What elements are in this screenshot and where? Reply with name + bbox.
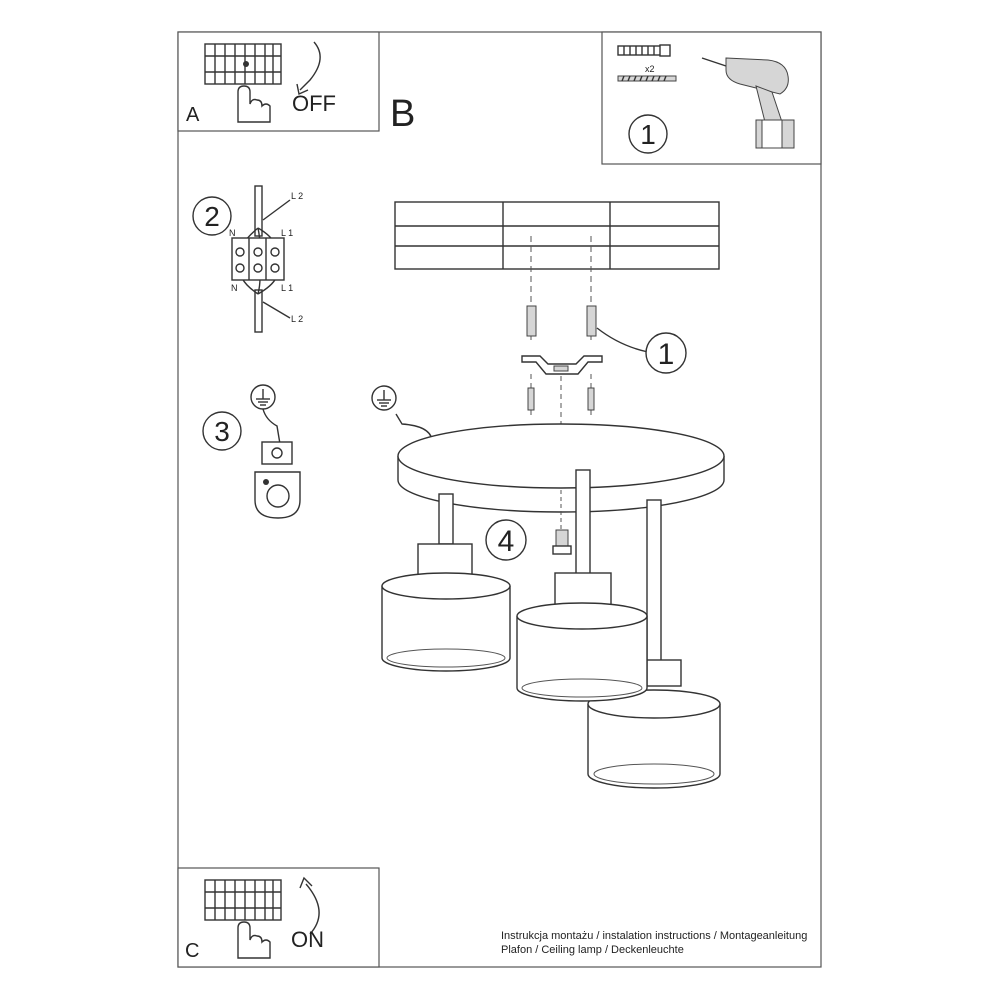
- ground-symbol-icon: [251, 385, 275, 409]
- tools-step-number: 1: [640, 119, 656, 150]
- rod-2: [576, 470, 590, 576]
- wire-label-n-top: N: [229, 228, 236, 238]
- quantity-label: x2: [645, 64, 655, 74]
- panel-a: [178, 32, 379, 131]
- light-bulb-icon: [553, 530, 571, 554]
- ground-symbol-main-icon: [372, 386, 396, 410]
- panel-c-label: C: [185, 940, 200, 962]
- tools-panel: [602, 32, 821, 164]
- wire-label-n-bottom: N: [231, 283, 238, 293]
- breaker-box-icon: [205, 44, 281, 84]
- screw-icon: [618, 76, 676, 81]
- wire-label-l1-bottom: L 1: [281, 283, 294, 293]
- footer-line-2: Plafon / Ceiling lamp / Deckenleuchte: [501, 944, 684, 956]
- mount-step-number: 1: [657, 338, 675, 371]
- ground-step-number: 3: [214, 416, 230, 447]
- ceiling: [395, 202, 719, 269]
- lamp-shade-1: [382, 544, 510, 671]
- breaker-box-on-icon: [205, 880, 281, 920]
- wire-label-l2-top: L 2: [291, 191, 304, 201]
- panel-a-label: A: [186, 104, 200, 126]
- rod-3: [647, 500, 661, 662]
- power-off-label: OFF: [292, 91, 336, 116]
- mounting-bracket-icon: [522, 356, 602, 374]
- rod-1: [439, 494, 453, 544]
- power-on-label: ON: [291, 927, 324, 952]
- bulb-step-number: 4: [497, 525, 515, 558]
- wall-plug-icon: [618, 45, 670, 56]
- ground-step: [203, 385, 300, 518]
- lamp-shade-2: [517, 573, 647, 701]
- panel-b-label: B: [390, 93, 416, 135]
- wiring-step-number: 2: [204, 201, 220, 232]
- wire-label-l1-top: L 1: [281, 228, 294, 238]
- wiring-step: [193, 186, 303, 332]
- terminal-block-icon: [232, 238, 284, 280]
- footer-line-1: Instrukcja montażu / instalation instructions / Montageanleitung: [501, 930, 808, 942]
- panel-c: [178, 868, 379, 967]
- wire-label-l2-bottom: L 2: [291, 314, 304, 324]
- ground-clamp-icon: [255, 442, 300, 518]
